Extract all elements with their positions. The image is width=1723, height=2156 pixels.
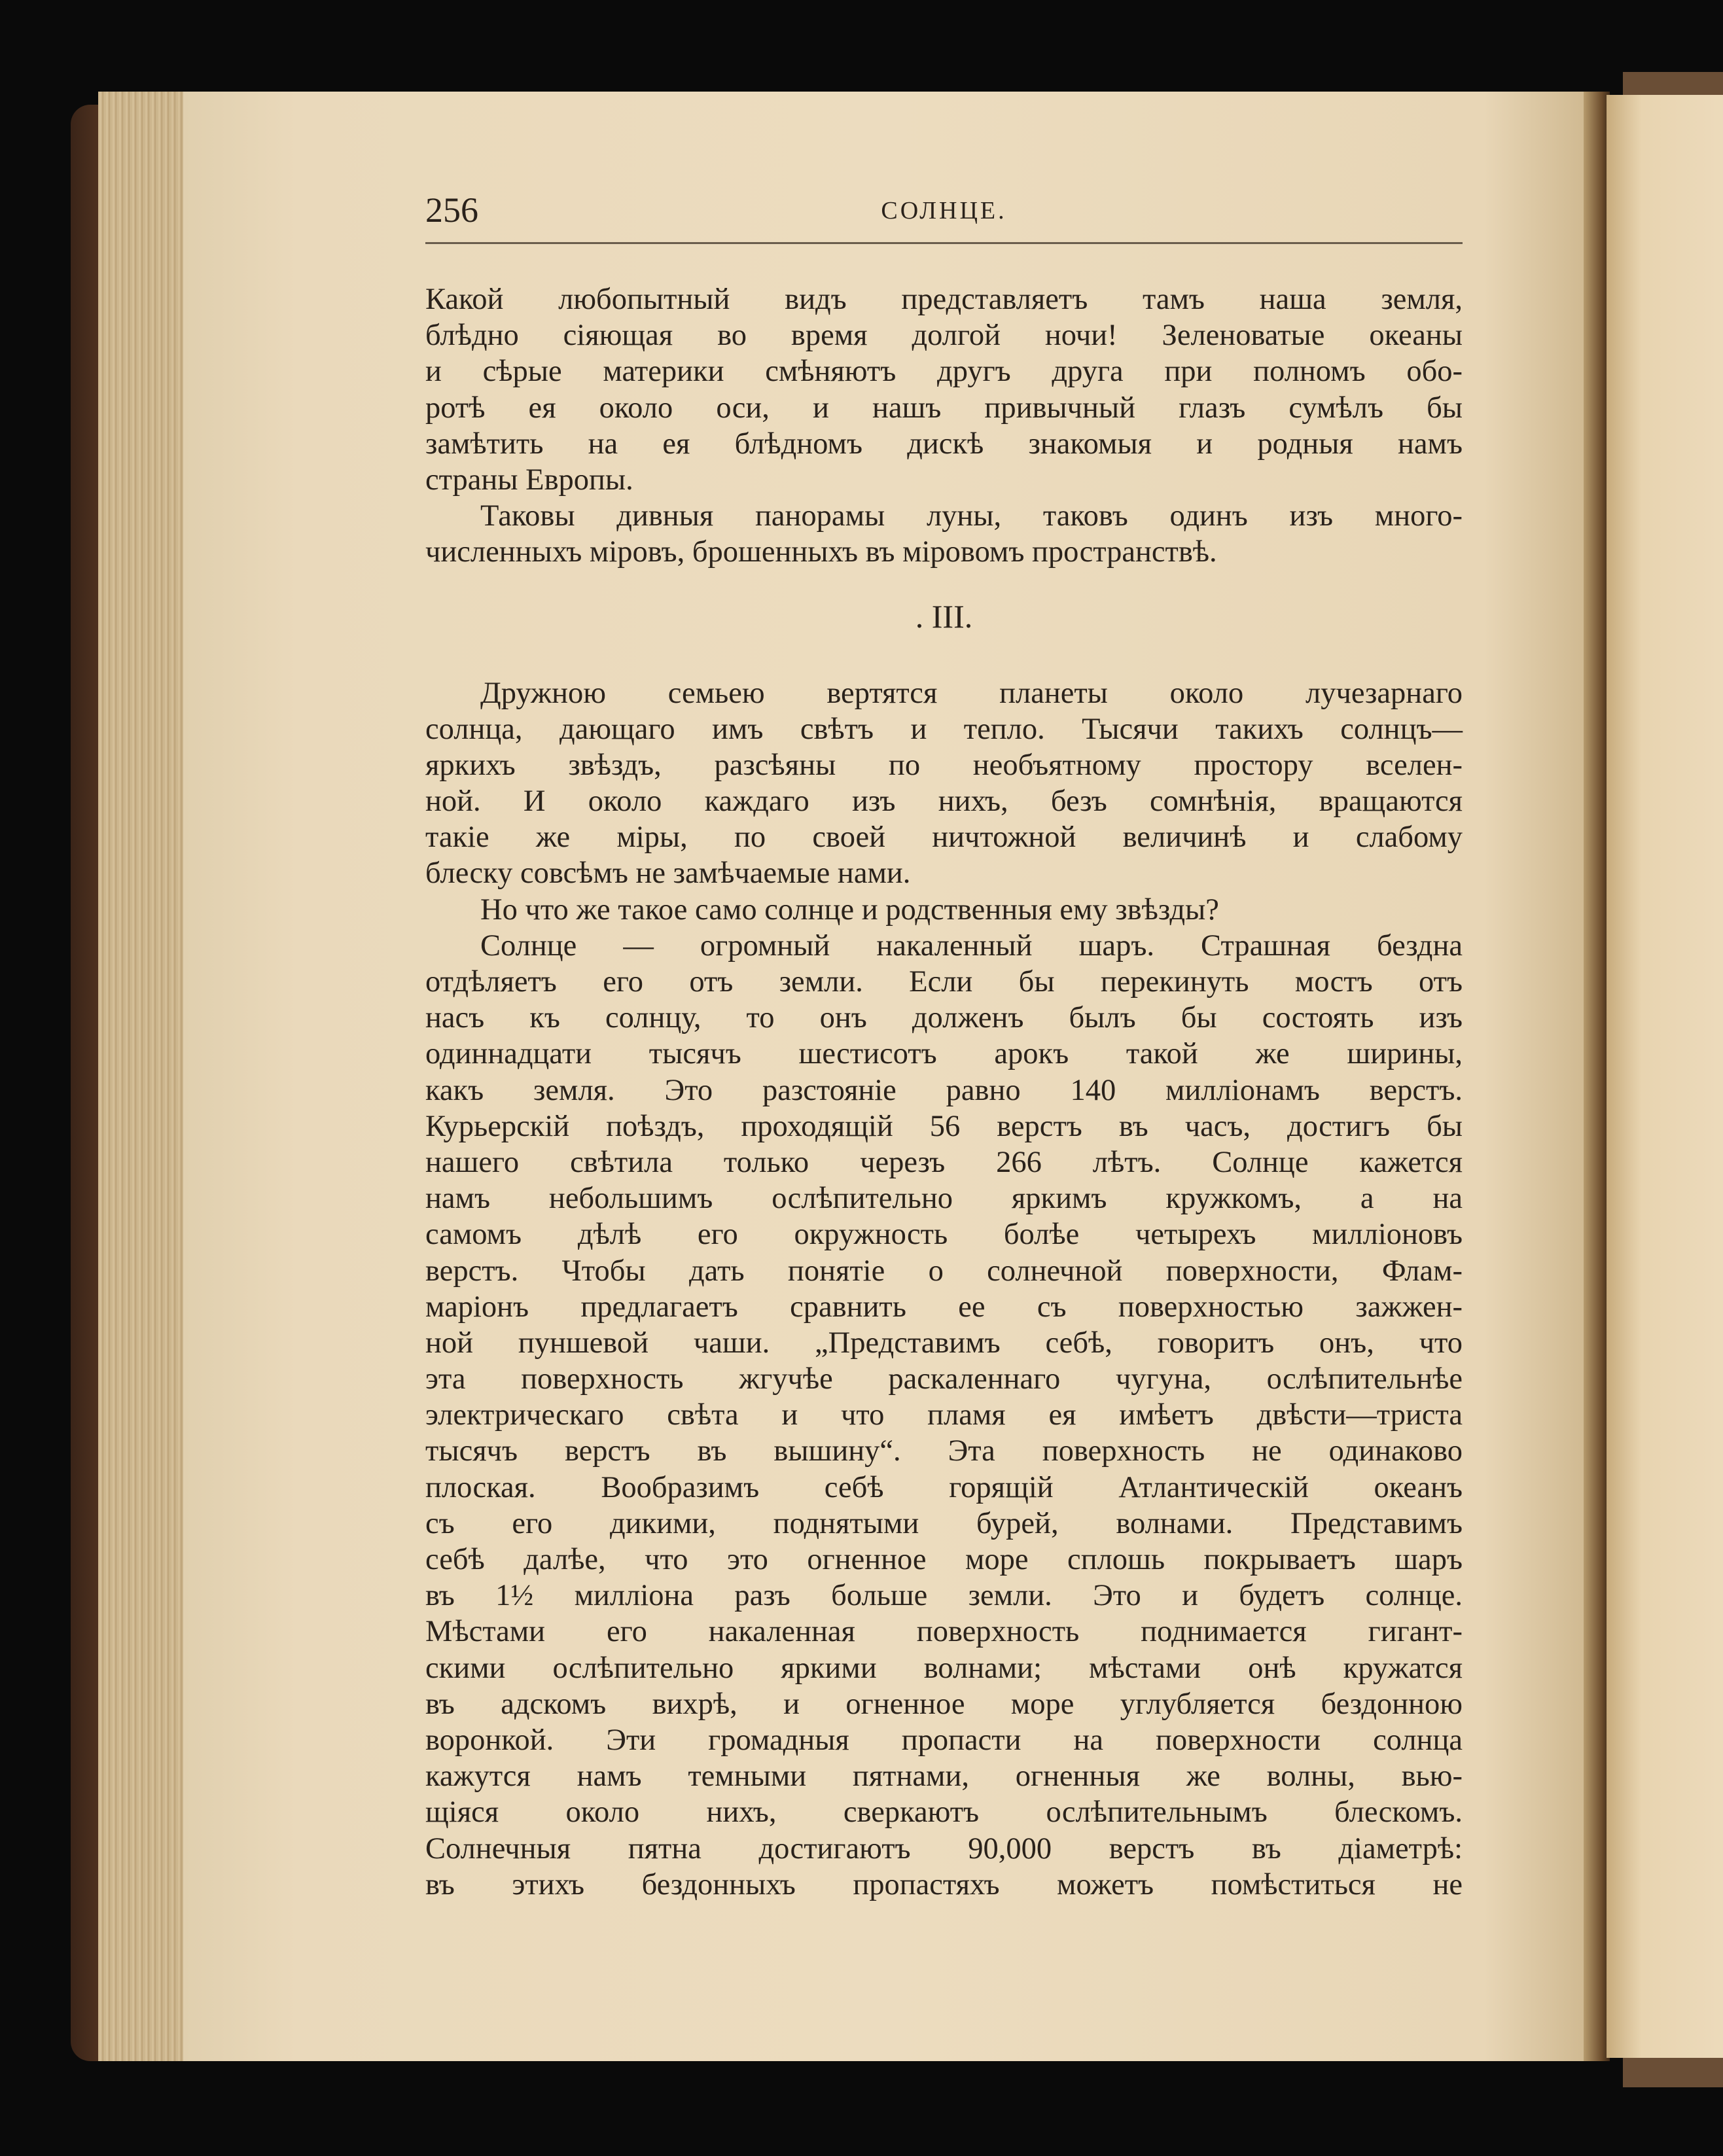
text-line: Но что же такое само солнце и родственныя ему звѣзды? [480,892,1219,927]
text-line: Дружною семьею вертятся планеты около лучезарнаго [480,676,1463,710]
text-line: самомъ дѣлѣ его окружность болѣе четырехъ милліоновъ [425,1218,1463,1252]
text-line: одиннадцати тысячъ шестисотъ арокъ такой же ширины, [425,1037,1463,1071]
text-line: скими ослѣпительно яркими волнами; мѣстами онѣ кружатся [425,1651,1463,1685]
book-gutter [1584,92,1610,2061]
text-line: нашего свѣтила только черезъ 266 лѣтъ. Солнце кажется [425,1145,1463,1179]
text-line: солнца, дающаго имъ свѣтъ и тепло. Тысячи такихъ солнцъ— [425,712,1463,746]
text-line: ной пуншевой чаши. „Представимъ себѣ, говоритъ онъ, что [425,1326,1463,1360]
page-header [425,190,1463,244]
text-line: замѣтить на ея блѣдномъ дискѣ знакомыя и родныя намъ [425,427,1463,461]
text-line: въ 1½ милліона разъ больше земли. Это и будетъ солнце. [425,1579,1463,1613]
text-line: такіе же міры, по своей ничтожной величинѣ и слабому [425,821,1463,855]
text-line: щіяся около нихъ, сверкаютъ ослѣпительнымъ блескомъ. [425,1795,1463,1829]
paragraphs-top [425,281,1463,571]
text-line: Курьерскій поѣздъ, проходящій 56 верстъ въ часъ, достигъ бы [425,1109,1463,1143]
facing-page-edge [1607,95,1723,2058]
text-line: и сѣрые материки смѣняютъ другъ друга при полномъ обо- [425,355,1463,389]
text-line: воронкой. Эти громадныя пропасти на поверхности солнца [425,1723,1463,1757]
text-line: блѣдно сіяющая во время долгой ночи! Зеленоватые океаны [425,319,1463,353]
text-line: Солнечныя пятна достигаютъ 90,000 верстъ въ діаметрѣ: [425,1831,1463,1865]
text-line: съ его дикими, поднятыми бурей, волнами. Представимъ [425,1506,1463,1540]
text-line: эта поверхность жгучѣе раскаленнаго чугуна, ослѣпительнѣе [425,1362,1463,1396]
body-text [425,281,1463,1903]
text-line: ной. И около каждаго изъ нихъ, безъ сомнѣнія, вращаются [425,785,1463,819]
text-line: яркихъ звѣздъ, разсѣяны по необъятному простору вселен- [425,748,1463,782]
text-line: верстъ. Чтобы дать понятіе о солнечной поверхности, Флам- [425,1254,1463,1288]
page-number: 256 [425,190,478,230]
section-number: . III. [915,597,973,635]
text-line: насъ къ солнцу, то онъ долженъ былъ бы состоять изъ [425,1001,1463,1035]
text-line: въ адскомъ вихрѣ, и огненное море углубляется бездонною [425,1687,1463,1721]
text-line: какъ земля. Это разстояніе равно 140 милліонамъ верстъ. [425,1073,1463,1107]
text-line: блеску совсѣмъ не замѣчаемые нами. [425,857,911,891]
text-line: отдѣляетъ его отъ земли. Если бы перекинуть мостъ отъ [425,965,1463,998]
text-line: Солнце — огромный накаленный шаръ. Страшная бездна [480,928,1463,963]
text-line: въ этихъ бездонныхъ пропастяхъ можетъ помѣститься не [425,1867,1463,1901]
text-line: Мѣстами его накаленная поверхность поднимается гигант- [425,1615,1463,1649]
text-line: ротѣ ея около оси, и нашъ привычный глазъ сумѣлъ бы [425,391,1463,425]
text-line: себѣ далѣе, что это огненное море сплошь покрываетъ шаръ [425,1543,1463,1576]
running-head: СОЛНЦЕ. [881,197,1007,224]
text-line: намъ небольшимъ ослѣпительно яркимъ кружкомъ, а на [425,1182,1463,1216]
paragraphs-bottom [425,675,1463,1903]
text-line: Таковы дивныя панорамы луны, таковъ одинъ изъ много- [480,499,1463,533]
text-line: тысячъ верстъ въ вышину“. Эта поверхность не одинаково [425,1434,1463,1468]
text-line: плоская. Вообразимъ себѣ горящій Атлантическій океанъ [425,1470,1463,1504]
text-line: кажутся намъ темными пятнами, огненныя же волны, вью- [425,1759,1463,1794]
text-line: маріонъ предлагаетъ сравнить ее съ поверхностью зажжен- [425,1290,1463,1324]
text-line: электрическаго свѣта и что пламя ея имѣетъ двѣсти—триста [425,1398,1463,1432]
text-line: страны Европы. [425,463,633,497]
text-line: Какой любопытный видъ представляетъ тамъ наша земля, [425,283,1463,316]
text-line: численныхъ міровъ, брошенныхъ въ міровомъ пространствѣ. [425,535,1217,569]
